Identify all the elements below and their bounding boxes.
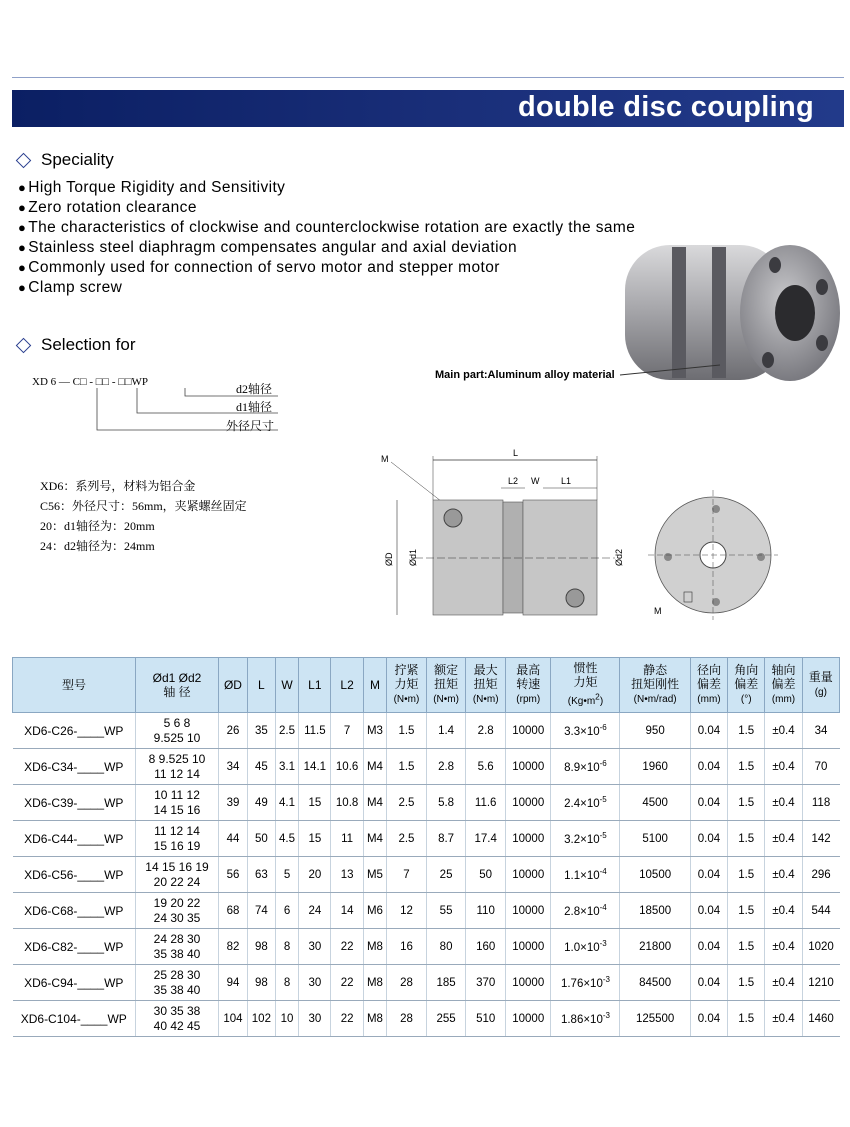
cell-W: 2.5	[275, 713, 298, 749]
cell-angular: 1.5	[728, 929, 765, 965]
cell-tight: 1.5	[387, 749, 427, 785]
cell-M: M4	[363, 821, 386, 857]
cell-max: 17.4	[466, 821, 506, 857]
note-item: 24：d2轴径为：24mm	[40, 539, 155, 553]
col-model: 型号	[13, 658, 136, 713]
cell-axial: ±0.4	[765, 857, 802, 893]
speciality-heading-text: Speciality	[41, 150, 114, 169]
cell-axial: ±0.4	[765, 785, 802, 821]
cell-L2: 22	[331, 929, 363, 965]
cell-M: M4	[363, 749, 386, 785]
cell-radial: 0.04	[690, 785, 727, 821]
cell-inertia: $1.86\times 10^{-3}$	[551, 1001, 620, 1037]
list-item: ● The characteristics of clockwise and counterclockwise rotation are exactly the same	[18, 219, 636, 236]
cell-axial: ±0.4	[765, 713, 802, 749]
cell-W: 6	[275, 893, 298, 929]
cell-tight: 2.5	[387, 821, 427, 857]
cell-bore: 14 15 16 19 20 22 24	[136, 857, 219, 893]
cell-tight: 12	[387, 893, 427, 929]
cell-rpm: 10000	[505, 1001, 550, 1037]
table-row	[13, 857, 840, 893]
cell-rated: 5.8	[426, 785, 466, 821]
cell-L1: 30	[299, 929, 331, 965]
cell-L: 98	[247, 929, 275, 965]
cell-rated: 255	[426, 1001, 466, 1037]
cell-L2: 13	[331, 857, 363, 893]
cell-weight: 70	[802, 749, 839, 785]
cell-stiff: 10500	[620, 857, 690, 893]
table-row	[13, 785, 840, 821]
cell-M: M5	[363, 857, 386, 893]
col-angular: 角向 偏差 (°)	[728, 658, 765, 713]
cell-max: 5.6	[466, 749, 506, 785]
cell-L1: 14.1	[299, 749, 331, 785]
cell-angular: 1.5	[728, 893, 765, 929]
col-inertia: 惯性 力矩 $(Kg•m^2)$	[551, 658, 620, 713]
col-D: ØD	[219, 658, 248, 713]
spec-table	[12, 657, 840, 1037]
cell-model: XD6-C39-____WP	[13, 785, 136, 821]
cell-model: XD6-C104-____WP	[13, 1001, 136, 1037]
cell-W: 10	[275, 1001, 298, 1037]
cell-inertia: $1.1\times 10^{-4}$	[551, 857, 620, 893]
col-rpm: 最高 转速 (rpm)	[505, 658, 550, 713]
cell-tight: 16	[387, 929, 427, 965]
diamond-icon	[16, 337, 32, 353]
cell-weight: 1210	[802, 965, 839, 1001]
cell-rpm: 10000	[505, 857, 550, 893]
coupling-photo	[600, 225, 845, 395]
cell-rated: 2.8	[426, 749, 466, 785]
cell-L1: 24	[299, 893, 331, 929]
selection-heading-text: Selection for	[41, 335, 136, 354]
cell-stiff: 21800	[620, 929, 690, 965]
cell-tight: 7	[387, 857, 427, 893]
dim-L1: L1	[561, 476, 572, 486]
col-L1: L1	[299, 658, 331, 713]
cell-model: XD6-C26-____WP	[13, 713, 136, 749]
cell-radial: 0.04	[690, 713, 727, 749]
diamond-icon	[16, 152, 32, 168]
cell-model: XD6-C82-____WP	[13, 929, 136, 965]
cell-D: 44	[219, 821, 248, 857]
cell-L2: 14	[331, 893, 363, 929]
cell-L: 63	[247, 857, 275, 893]
cell-max: 110	[466, 893, 506, 929]
cell-max: 50	[466, 857, 506, 893]
cell-D: 94	[219, 965, 248, 1001]
cell-tight: 2.5	[387, 785, 427, 821]
cell-D: 82	[219, 929, 248, 965]
col-L2: L2	[331, 658, 363, 713]
cell-rpm: 10000	[505, 785, 550, 821]
table-row	[13, 965, 840, 1001]
label-outer: 外径尺寸	[226, 419, 275, 433]
cell-angular: 1.5	[728, 785, 765, 821]
cell-L1: 30	[299, 965, 331, 1001]
col-axial: 轴向 偏差 (mm)	[765, 658, 802, 713]
cell-max: 11.6	[466, 785, 506, 821]
col-weight: 重量 (g)	[802, 658, 839, 713]
col-L: L	[247, 658, 275, 713]
cell-inertia: $2.8\times 10^{-4}$	[551, 893, 620, 929]
cell-bore: 10 11 12 14 15 16	[136, 785, 219, 821]
cell-bore: 24 28 30 35 38 40	[136, 929, 219, 965]
selection-notes	[40, 476, 247, 556]
cell-model: XD6-C34-____WP	[13, 749, 136, 785]
cell-M: M8	[363, 965, 386, 1001]
cell-max: 370	[466, 965, 506, 1001]
cell-L2: 7	[331, 713, 363, 749]
list-item: ● High Torque Rigidity and Sensitivity	[18, 179, 286, 196]
col-max: 最大 扭矩 (N•m)	[466, 658, 506, 713]
cell-rpm: 10000	[505, 713, 550, 749]
end-view-drawing	[648, 490, 778, 625]
cell-max: 160	[466, 929, 506, 965]
label-d2: d2轴径	[236, 382, 273, 396]
cell-rpm: 10000	[505, 893, 550, 929]
table-row	[13, 929, 840, 965]
cell-model: XD6-C44-____WP	[13, 821, 136, 857]
cell-D: 104	[219, 1001, 248, 1037]
cell-rated: 55	[426, 893, 466, 929]
cell-D: 26	[219, 713, 248, 749]
list-item: ● Clamp screw	[18, 279, 123, 296]
cell-model: XD6-C68-____WP	[13, 893, 136, 929]
cell-inertia: $3.2\times 10^{-5}$	[551, 821, 620, 857]
table-row	[13, 821, 840, 857]
page-title: double disc coupling	[518, 91, 814, 123]
cell-L2: 11	[331, 821, 363, 857]
cell-rated: 8.7	[426, 821, 466, 857]
cell-stiff: 950	[620, 713, 690, 749]
cell-M: M8	[363, 1001, 386, 1037]
list-item: ● Zero rotation clearance	[18, 199, 197, 216]
cell-stiff: 125500	[620, 1001, 690, 1037]
cell-inertia: $3.3\times 10^{-6}$	[551, 713, 620, 749]
cell-tight: 1.5	[387, 713, 427, 749]
cell-bore: 19 20 22 24 30 35	[136, 893, 219, 929]
cell-L: 74	[247, 893, 275, 929]
cell-max: 2.8	[466, 713, 506, 749]
cell-L: 50	[247, 821, 275, 857]
col-W: W	[275, 658, 298, 713]
cell-inertia: $8.9\times 10^{-6}$	[551, 749, 620, 785]
dim-D: ØD	[384, 552, 394, 566]
cell-rpm: 10000	[505, 929, 550, 965]
cell-stiff: 84500	[620, 965, 690, 1001]
cell-radial: 0.04	[690, 857, 727, 893]
cell-W: 4.1	[275, 785, 298, 821]
note-item: C56：外径尺寸：56mm，夹紧螺丝固定	[40, 499, 247, 513]
cell-W: 8	[275, 965, 298, 1001]
cell-L: 49	[247, 785, 275, 821]
list-item: ● Commonly used for connection of servo motor and stepper motor	[18, 259, 500, 276]
cell-stiff: 18500	[620, 893, 690, 929]
dim-L2: L2	[508, 476, 519, 486]
cell-model: XD6-C56-____WP	[13, 857, 136, 893]
cell-weight: 118	[802, 785, 839, 821]
cell-inertia: $2.4\times 10^{-5}$	[551, 785, 620, 821]
cell-axial: ±0.4	[765, 929, 802, 965]
cell-L2: 22	[331, 1001, 363, 1037]
cell-rpm: 10000	[505, 749, 550, 785]
cell-bore: 11 12 14 15 16 19	[136, 821, 219, 857]
col-tight: 拧紧 力矩 (N•m)	[387, 658, 427, 713]
table-row	[13, 1001, 840, 1037]
top-divider	[12, 77, 844, 78]
label-d1: d1轴径	[236, 400, 273, 414]
cell-inertia: $1.76\times 10^{-3}$	[551, 965, 620, 1001]
cell-rated: 80	[426, 929, 466, 965]
cell-D: 34	[219, 749, 248, 785]
cell-weight: 142	[802, 821, 839, 857]
cell-L2: 10.6	[331, 749, 363, 785]
cell-M: M8	[363, 929, 386, 965]
note-item: XD6：系列号，材料为铝合金	[40, 479, 196, 493]
cell-M: M3	[363, 713, 386, 749]
cell-L1: 30	[299, 1001, 331, 1037]
cell-weight: 544	[802, 893, 839, 929]
cell-L1: 15	[299, 785, 331, 821]
cell-L1: 15	[299, 821, 331, 857]
cell-W: 3.1	[275, 749, 298, 785]
label-M: M	[381, 454, 389, 464]
cell-axial: ±0.4	[765, 821, 802, 857]
cell-bore: 8 9.525 10 11 12 14	[136, 749, 219, 785]
cell-weight: 1460	[802, 1001, 839, 1037]
cell-inertia: $1.0\times 10^{-3}$	[551, 929, 620, 965]
cell-W: 5	[275, 857, 298, 893]
note-item: 20：d1轴径为：20mm	[40, 519, 155, 533]
cell-axial: ±0.4	[765, 965, 802, 1001]
cell-D: 39	[219, 785, 248, 821]
cell-axial: ±0.4	[765, 893, 802, 929]
dim-d1: Ød1	[408, 548, 418, 566]
cell-L1: 20	[299, 857, 331, 893]
cell-bore: 25 28 30 35 38 40	[136, 965, 219, 1001]
table-row	[13, 749, 840, 785]
col-stiff: 静态 扭矩刚性 (N•m/rad)	[620, 658, 690, 713]
cell-L: 102	[247, 1001, 275, 1037]
cell-M: M6	[363, 893, 386, 929]
col-bore: Ød1 Ød2 轴 径	[136, 658, 219, 713]
cell-max: 510	[466, 1001, 506, 1037]
cell-model: XD6-C94-____WP	[13, 965, 136, 1001]
dim-W: W	[531, 476, 540, 486]
cell-stiff: 1960	[620, 749, 690, 785]
cell-stiff: 4500	[620, 785, 690, 821]
cell-radial: 0.04	[690, 749, 727, 785]
cell-weight: 296	[802, 857, 839, 893]
dim-d2: Ød2	[614, 548, 624, 566]
cell-M: M4	[363, 785, 386, 821]
cell-angular: 1.5	[728, 713, 765, 749]
cell-L: 45	[247, 749, 275, 785]
model-code: XD 6 — C□ - □□ - □□WP	[32, 376, 149, 388]
cell-axial: ±0.4	[765, 1001, 802, 1037]
cell-rated: 1.4	[426, 713, 466, 749]
cell-L1: 11.5	[299, 713, 331, 749]
cell-rpm: 10000	[505, 965, 550, 1001]
end-label-M: M	[654, 606, 662, 616]
cell-D: 68	[219, 893, 248, 929]
title-banner	[12, 90, 844, 127]
cell-bore: 5 6 8 9.525 10	[136, 713, 219, 749]
cell-W: 8	[275, 929, 298, 965]
cell-radial: 0.04	[690, 965, 727, 1001]
dim-L: L	[513, 448, 519, 458]
cell-angular: 1.5	[728, 1001, 765, 1037]
cell-rated: 185	[426, 965, 466, 1001]
cell-L: 98	[247, 965, 275, 1001]
speciality-heading	[16, 150, 114, 170]
table-row	[13, 713, 840, 749]
cell-L2: 10.8	[331, 785, 363, 821]
cell-tight: 28	[387, 965, 427, 1001]
cell-L: 35	[247, 713, 275, 749]
cell-radial: 0.04	[690, 1001, 727, 1037]
list-item: ● Stainless steel diaphragm compensates angular and axial deviation	[18, 239, 517, 256]
table-header-row	[13, 658, 840, 713]
col-rated: 额定 扭矩 (N•m)	[426, 658, 466, 713]
speciality-list	[18, 178, 635, 298]
cell-D: 56	[219, 857, 248, 893]
cell-radial: 0.04	[690, 821, 727, 857]
col-M: M	[363, 658, 386, 713]
cell-rpm: 10000	[505, 821, 550, 857]
col-radial: 径向 偏差 (mm)	[690, 658, 727, 713]
cell-radial: 0.04	[690, 929, 727, 965]
cell-L2: 22	[331, 965, 363, 1001]
cell-weight: 1020	[802, 929, 839, 965]
cell-W: 4.5	[275, 821, 298, 857]
cell-angular: 1.5	[728, 965, 765, 1001]
table-row	[13, 893, 840, 929]
cell-angular: 1.5	[728, 749, 765, 785]
cell-rated: 25	[426, 857, 466, 893]
cell-tight: 28	[387, 1001, 427, 1037]
side-view-drawing	[375, 440, 635, 625]
cell-angular: 1.5	[728, 857, 765, 893]
cell-bore: 30 35 38 40 42 45	[136, 1001, 219, 1037]
selection-heading	[16, 335, 136, 355]
cell-stiff: 5100	[620, 821, 690, 857]
cell-axial: ±0.4	[765, 749, 802, 785]
cell-angular: 1.5	[728, 821, 765, 857]
cell-weight: 34	[802, 713, 839, 749]
photo-caption: Main part:Aluminum alloy material	[435, 369, 615, 381]
cell-radial: 0.04	[690, 893, 727, 929]
